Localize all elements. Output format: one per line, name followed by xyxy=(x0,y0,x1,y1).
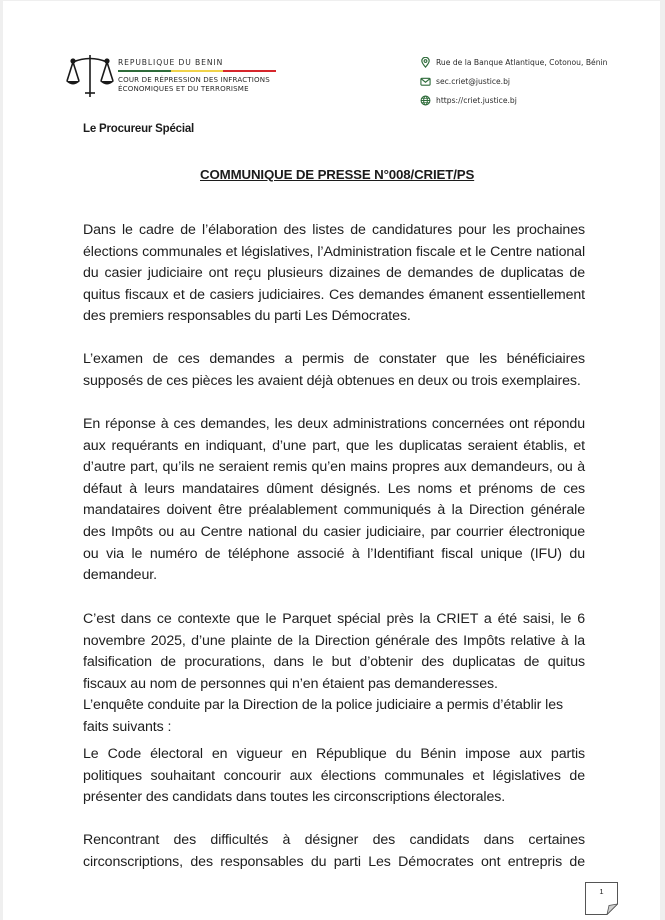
paragraph-7 xyxy=(83,830,585,873)
paragraph-3 xyxy=(83,414,585,587)
page-number: 1 xyxy=(599,887,604,896)
flag-tricolor-bar xyxy=(118,70,276,72)
flag-red-stripe xyxy=(223,70,276,72)
document-page xyxy=(3,1,660,920)
location-pin-icon xyxy=(420,57,431,68)
contact-website xyxy=(420,91,607,110)
paragraph-text: Rencontrant des difficultés à désigner des candidats dans certaines circonscriptions, des responsables du parti Les Démocrates ont entrepris de xyxy=(83,832,585,870)
republic-name: REPUBLIQUE DU BENIN xyxy=(118,58,224,67)
paragraph-text: Dans le cadre de l’élaboration des listes de candidatures pour les prochaines élections communales et législatives, l’Administration fiscale et le Centre national du casier judiciaire ont reçu plusieurs dizaines de demandes de duplicatas de quitus fiscaux et de casiers judiciaires. Ces demandes émanent essentiellement des premiers responsables du parti Les Démocrates. xyxy=(83,222,585,325)
paragraph-6 xyxy=(83,744,585,809)
paragraph-text: En réponse à ces demandes, les deux administrations concernées ont répondu aux requérants en indiquant, d’une part, que les duplicatas seraient établis, et d’autre part, qu’ils ne seraient remis qu’en mains propres aux demandeurs, ou à défaut à leurs mandataires dûment désignés. Les noms et prénoms de ces mandataires doivent être préalablement communiqués à la Direction générale des Impôts ou au Centre national du casier judiciaire, par courrier électronique ou via le numéro de téléphone associé à l’Identifiant fiscal unique (IFU) du demandeur. xyxy=(83,416,585,584)
court-name-line-2: ÉCONOMIQUES ET DU TERRORISME xyxy=(118,84,249,94)
scales-of-justice-icon xyxy=(66,53,114,99)
website-link[interactable]: https://criet.justice.bj xyxy=(436,96,517,105)
contact-address xyxy=(420,53,607,72)
paragraph-text: L’enquête conduite par la Direction de la police judiciaire a permis d’établir les faits suivants : xyxy=(83,697,563,735)
page-number-badge xyxy=(585,882,618,915)
paragraph-text: L’examen de ces demandes a permis de constater que les bénéficiaires supposés de ces pièces les avaient déjà obtenues en deux ou trois exemplaires. xyxy=(83,351,585,389)
contact-info xyxy=(420,53,607,110)
criet-logo xyxy=(66,53,286,99)
envelope-icon xyxy=(420,76,431,87)
paragraph-4 xyxy=(83,609,585,695)
contact-email xyxy=(420,72,607,91)
globe-icon xyxy=(420,95,431,106)
document-sender: Le Procureur Spécial xyxy=(83,123,195,135)
paragraph-text: Le Code électoral en vigueur en République du Bénin impose aux partis politiques souhaitant concourir aux élections communales et législatives de présenter des candidats dans toutes les circonscriptions électorales. xyxy=(83,746,585,806)
flag-yellow-stripe xyxy=(171,70,224,72)
email-link[interactable]: sec.criet@justice.bj xyxy=(436,77,511,86)
document-title: COMMUNIQUE DE PRESSE N°008/CRIET/PS xyxy=(200,167,475,182)
flag-green-stripe xyxy=(118,70,171,72)
address-text: Rue de la Banque Atlantique, Cotonou, Bénin xyxy=(436,58,608,67)
court-name-line-1: COUR DE RÉPRESSION DES INFRACTIONS xyxy=(118,75,270,85)
paragraph-1 xyxy=(83,220,585,328)
paragraph-5 xyxy=(83,695,585,738)
paragraph-2 xyxy=(83,349,585,392)
paragraph-text: C’est dans ce contexte que le Parquet spécial près la CRIET a été saisi, le 6 novembre 2025, d’une plainte de la Direction générale des Impôts relative à la falsification de procurations, dans le but d’obtenir des duplicatas de quitus fiscaux au nom de personnes qui n’en étaient pas demanderesses. xyxy=(83,611,585,692)
